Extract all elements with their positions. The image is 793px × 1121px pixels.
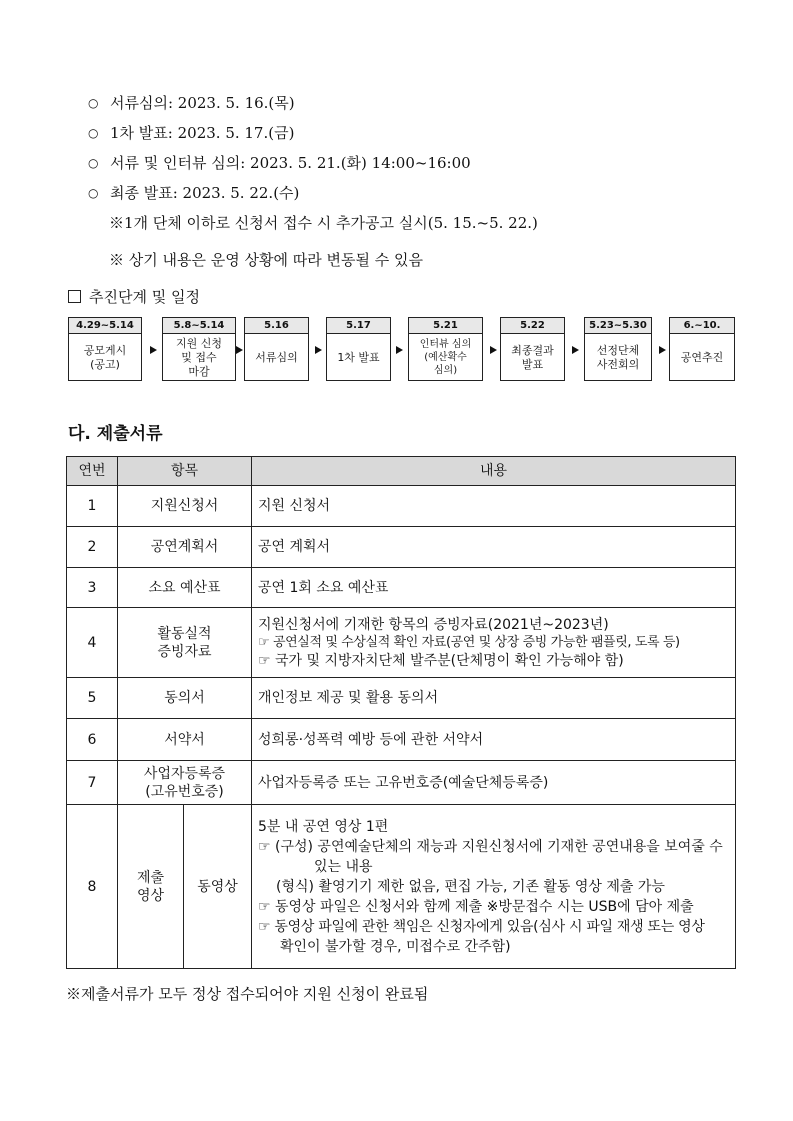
step-date: 4.29~5.14	[69, 318, 141, 334]
row-item: 소요 예산표	[118, 568, 252, 608]
row-no: 4	[67, 608, 118, 678]
row-content: 공연 계획서	[252, 527, 736, 568]
process-step	[68, 317, 142, 381]
schedule-item: ○ 1차 발표: 2023. 5. 17.(금)	[88, 124, 295, 142]
process-heading: 추진단계 및 일정	[68, 287, 200, 307]
row-item: 제출 영상	[118, 805, 184, 969]
table-row	[67, 719, 736, 761]
row-content: 지원 신청서	[252, 486, 736, 527]
circle-bullet-icon: ○	[88, 186, 99, 200]
row-item: 동의서	[118, 678, 252, 719]
documents-table	[66, 456, 736, 969]
schedule-item: ○ 최종 발표: 2023. 5. 22.(수)	[88, 184, 300, 202]
arrow-right-icon	[150, 346, 157, 354]
schedule-note: ※1개 단체 이하로 신청서 접수 시 추가공고 실시(5. 15.~5. 22.)	[109, 214, 538, 232]
step-date: 5.22	[501, 318, 564, 334]
header-content: 내용	[252, 457, 736, 486]
step-date: 5.23~5.30	[585, 318, 651, 334]
row-no: 1	[67, 486, 118, 527]
schedule-item: ○ 서류 및 인터뷰 심의: 2023. 5. 21.(화) 14:00~16:00	[88, 154, 471, 172]
row-item: 지원신청서	[118, 486, 252, 527]
header-item: 항목	[118, 457, 252, 486]
process-step	[244, 317, 309, 381]
step-date: 5.21	[409, 318, 482, 334]
step-label: 인터뷰 심의 (예산확수 심의)	[419, 339, 472, 376]
table-row	[67, 805, 736, 969]
row-no: 7	[67, 761, 118, 805]
row-item: 활동실적 증빙자료	[118, 608, 252, 678]
row-no: 8	[67, 805, 118, 969]
circle-bullet-icon: ○	[88, 156, 99, 170]
row-no: 5	[67, 678, 118, 719]
process-step	[669, 317, 735, 381]
arrow-right-icon	[659, 346, 666, 354]
row-item: 사업자등록증 (고유번호증)	[118, 761, 252, 805]
arrow-right-icon	[236, 346, 243, 354]
table-row	[67, 527, 736, 568]
row-no: 3	[67, 568, 118, 608]
table-row	[67, 608, 736, 678]
process-step	[408, 317, 483, 381]
arrow-right-icon	[315, 346, 322, 354]
step-label: 지원 신청 및 접수 마감	[175, 336, 222, 378]
footer-note: ※제출서류가 모두 정상 접수되어야 지원 신청이 완료됨	[66, 985, 429, 1003]
section-title: 다. 제출서류	[68, 424, 163, 444]
step-date: 6.~10.	[670, 318, 734, 334]
row-content: 5분 내 공연 영상 1편 ☞ (구성) 공연예술단체의 재능과 지원신청서에 기재한 공연내용을 보여줄 수 있는 내용 (형식) 촬영기기 제한 없음, 편집 가능, 기존 활동 영상 제출 가능 ☞ 동영상 파일은 신청서와 함께 제출 ※방문접수 시는 USB에 담아 제출 ☞ 동영상 파일에 관한 책임은 신청자에게 있음(심사 시 파일 재생 또는 영상 확인이 불가할 경우, 미접수로 간주함)	[252, 805, 736, 969]
row-no: 6	[67, 719, 118, 761]
row-item: 공연계획서	[118, 527, 252, 568]
table-row	[67, 678, 736, 719]
row-content: 지원신청서에 기재한 항목의 증빙자료(2021년~2023년) ☞ 공연실적 및 수상실적 확인 자료(공연 및 상장 증빙 가능한 팸플릿, 도록 등) ☞ 국가 및 지방자치단체 발주분(단체명이 확인 가능해야 함)	[252, 608, 736, 678]
step-label: 공모게시 (공고)	[83, 343, 127, 371]
step-label: 공연추진	[680, 350, 724, 364]
row-no: 2	[67, 527, 118, 568]
checkbox-square-icon	[68, 290, 81, 303]
table-header-row	[67, 457, 736, 486]
row-subitem: 동영상	[184, 805, 252, 969]
table-row	[67, 761, 736, 805]
row-content: 공연 1회 소요 예산표	[252, 568, 736, 608]
arrow-right-icon	[396, 346, 403, 354]
row-item: 서약서	[118, 719, 252, 761]
schedule-note: ※ 상기 내용은 운영 상황에 따라 변동될 수 있음	[109, 251, 423, 269]
row-content: 성희롱·성폭력 예방 등에 관한 서약서	[252, 719, 736, 761]
process-step	[584, 317, 652, 381]
process-step	[326, 317, 391, 381]
circle-bullet-icon: ○	[88, 126, 99, 140]
row-content: 사업자등록증 또는 고유번호증(예술단체등록증)	[252, 761, 736, 805]
step-date: 5.8~5.14	[163, 318, 235, 334]
step-date: 5.16	[245, 318, 308, 334]
process-step	[162, 317, 236, 381]
row-content: 개인정보 제공 및 활용 동의서	[252, 678, 736, 719]
step-label: 최종결과 발표	[511, 343, 554, 371]
schedule-item: ○ 서류심의: 2023. 5. 16.(목)	[88, 94, 295, 112]
header-no: 연번	[67, 457, 118, 486]
arrow-right-icon	[572, 346, 579, 354]
arrow-right-icon	[490, 346, 497, 354]
table-row	[67, 568, 736, 608]
step-date: 5.17	[327, 318, 390, 334]
circle-bullet-icon: ○	[88, 96, 99, 110]
step-label: 선정단체 사전회의	[596, 343, 640, 371]
table-row	[67, 486, 736, 527]
step-label: 서류심의	[255, 350, 298, 364]
process-step	[500, 317, 565, 381]
step-label: 1차 발표	[337, 350, 380, 364]
